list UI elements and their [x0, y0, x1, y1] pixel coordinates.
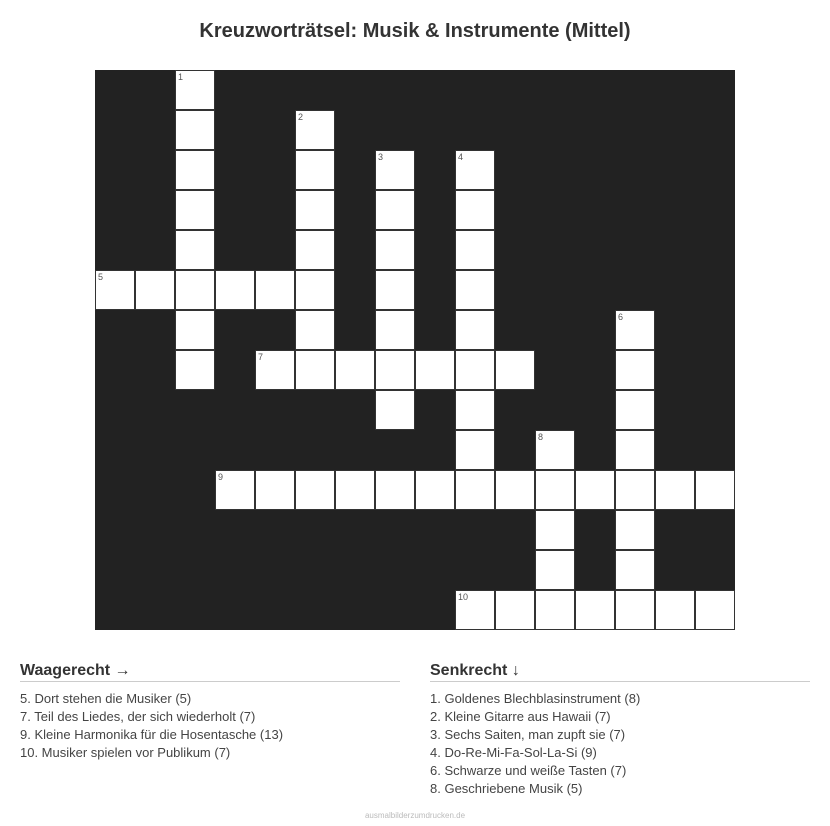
- down-clue: 3. Sechs Saiten, man zupft sie (7): [430, 727, 626, 742]
- down-clue: 1. Goldenes Blechblasinstrument (8): [430, 691, 641, 706]
- across-heading: Waagerecht →: [20, 662, 400, 682]
- grid-cell[interactable]: [455, 430, 495, 470]
- grid-cell[interactable]: [455, 310, 495, 350]
- grid-cell[interactable]: [455, 470, 495, 510]
- grid-cell[interactable]: [295, 270, 335, 310]
- grid-cell[interactable]: [295, 150, 335, 190]
- grid-cell[interactable]: [215, 270, 255, 310]
- grid-cell[interactable]: [535, 550, 575, 590]
- crossword-grid: [95, 70, 735, 630]
- grid-cell[interactable]: [415, 470, 455, 510]
- grid-cell[interactable]: [95, 270, 135, 310]
- grid-cell[interactable]: [375, 470, 415, 510]
- grid-cell[interactable]: [615, 550, 655, 590]
- cell-number: 9: [218, 472, 224, 482]
- grid-cell[interactable]: [535, 590, 575, 630]
- grid-cell[interactable]: [175, 70, 215, 110]
- grid-cell[interactable]: [175, 230, 215, 270]
- grid-cell[interactable]: [415, 350, 455, 390]
- footer-credit: ausmalbilderzumdrucken.de: [364, 811, 466, 820]
- grid-cell[interactable]: [375, 190, 415, 230]
- grid-cell[interactable]: [615, 310, 655, 350]
- grid-cell[interactable]: [695, 470, 735, 510]
- grid-cell[interactable]: [295, 350, 335, 390]
- grid-cell[interactable]: [455, 230, 495, 270]
- grid-cell[interactable]: [375, 310, 415, 350]
- grid-cell[interactable]: [215, 470, 255, 510]
- grid-cell[interactable]: [255, 470, 295, 510]
- across-clue: 7. Teil des Liedes, der sich wiederholt (7): [20, 709, 256, 724]
- grid-cell[interactable]: [495, 590, 535, 630]
- grid-cell[interactable]: [575, 470, 615, 510]
- across-clue: 9. Kleine Harmonika für die Hosentasche (13): [20, 727, 284, 742]
- down-clue: 2. Kleine Gitarre aus Hawaii (7): [430, 709, 611, 724]
- grid-cell[interactable]: [495, 470, 535, 510]
- cell-number: 1: [178, 72, 184, 82]
- grid-cell[interactable]: [535, 470, 575, 510]
- down-clue: 6. Schwarze und weiße Tasten (7): [430, 763, 627, 778]
- grid-cell[interactable]: [295, 310, 335, 350]
- grid-cell[interactable]: [175, 110, 215, 150]
- cell-number: 4: [458, 152, 464, 162]
- grid-cell[interactable]: [615, 390, 655, 430]
- grid-cell[interactable]: [615, 510, 655, 550]
- cell-number: 6: [618, 312, 624, 322]
- cell-number: 8: [538, 432, 544, 442]
- across-clue: 5. Dort stehen die Musiker (5): [20, 691, 192, 706]
- grid-cell[interactable]: [655, 470, 695, 510]
- grid-cell[interactable]: [375, 270, 415, 310]
- grid-cell[interactable]: [455, 590, 495, 630]
- cell-number: 7: [258, 352, 264, 362]
- grid-cell[interactable]: [615, 590, 655, 630]
- cell-number: 3: [378, 152, 384, 162]
- grid-cell[interactable]: [295, 110, 335, 150]
- across-clues: [20, 662, 400, 762]
- grid-cell[interactable]: [335, 350, 375, 390]
- grid-cell[interactable]: [375, 350, 415, 390]
- grid-cell[interactable]: [575, 590, 615, 630]
- grid-cell[interactable]: [455, 270, 495, 310]
- grid-cell[interactable]: [455, 390, 495, 430]
- grid-cell[interactable]: [615, 470, 655, 510]
- grid-cell[interactable]: [175, 190, 215, 230]
- across-clue: 10. Musiker spielen vor Publikum (7): [20, 745, 231, 760]
- grid-cell[interactable]: [615, 350, 655, 390]
- cell-number: 5: [98, 272, 104, 282]
- grid-cell[interactable]: [255, 270, 295, 310]
- grid-cell[interactable]: [335, 470, 375, 510]
- grid-cell[interactable]: [175, 150, 215, 190]
- grid-cell[interactable]: [295, 190, 335, 230]
- grid-cell[interactable]: [495, 350, 535, 390]
- down-clue: 4. Do-Re-Mi-Fa-Sol-La-Si (9): [430, 745, 597, 760]
- down-clues: [430, 662, 810, 798]
- cell-number: 2: [298, 112, 304, 122]
- cell-number: 10: [458, 592, 469, 602]
- grid-cell[interactable]: [175, 350, 215, 390]
- grid-cell[interactable]: [455, 190, 495, 230]
- grid-cell[interactable]: [375, 150, 415, 190]
- grid-cell[interactable]: [655, 590, 695, 630]
- grid-cell[interactable]: [615, 430, 655, 470]
- grid-cell[interactable]: [175, 310, 215, 350]
- grid-cell[interactable]: [375, 390, 415, 430]
- grid-cell[interactable]: [135, 270, 175, 310]
- grid-cell[interactable]: [455, 350, 495, 390]
- grid-cell[interactable]: [295, 230, 335, 270]
- down-clue: 8. Geschriebene Musik (5): [430, 781, 583, 796]
- grid-cell[interactable]: [295, 470, 335, 510]
- down-clue-list: [430, 690, 810, 798]
- grid-cell[interactable]: [375, 230, 415, 270]
- grid-cell[interactable]: [455, 150, 495, 190]
- puzzle-title: Kreuzworträtsel: Musik & Instrumente (Mittel): [199, 20, 631, 42]
- grid-cell[interactable]: [695, 590, 735, 630]
- grid-cell[interactable]: [255, 350, 295, 390]
- grid-cell[interactable]: [535, 510, 575, 550]
- down-heading: Senkrecht ↓: [430, 662, 810, 682]
- grid-cell[interactable]: [175, 270, 215, 310]
- grid-cell[interactable]: [535, 430, 575, 470]
- across-clue-list: [20, 690, 400, 762]
